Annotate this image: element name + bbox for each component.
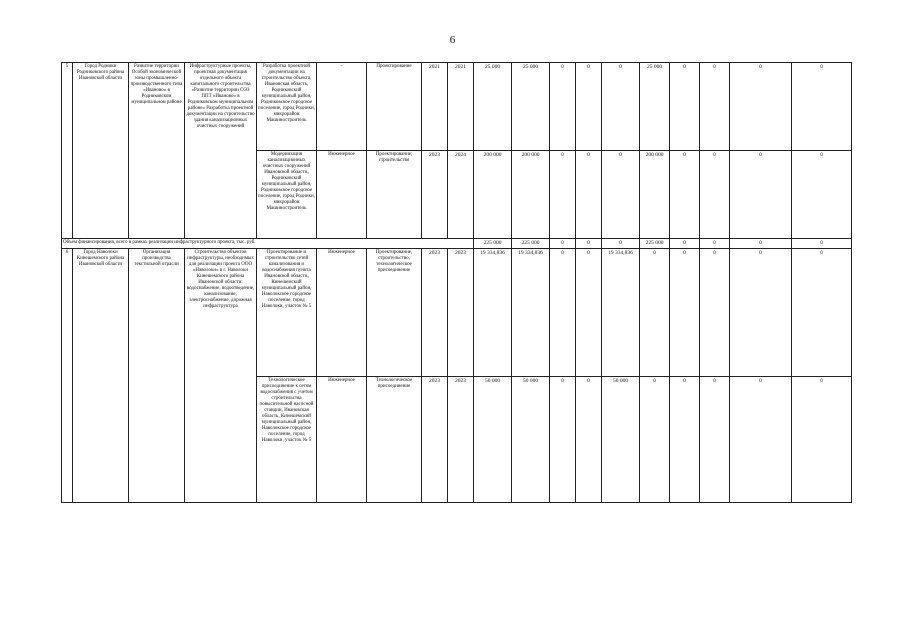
value-cell: 0 (640, 248, 670, 376)
value-cell: 0 (640, 376, 670, 502)
value-cell: 19 334,836 (512, 248, 550, 376)
value-cell: 0 (602, 63, 640, 151)
value-cell: 0 (576, 151, 602, 239)
value-cell: 0 (550, 63, 576, 151)
type-cell: Инженерное (317, 151, 367, 239)
direction-cell: Организация производства текстильной отрасли (129, 248, 185, 502)
value-cell: 0 (730, 248, 792, 376)
territory-cell: Город Наволоки Кинешемского района Ивановской области (73, 248, 129, 502)
table-row (62, 248, 852, 376)
value-cell: 0 (792, 151, 852, 239)
total-cell: 19 334,836 (474, 248, 512, 376)
value-cell: 0 (576, 63, 602, 151)
value-cell: 19 334,836 (602, 248, 640, 376)
value-cell: 0 (550, 151, 576, 239)
value-cell: 0 (670, 248, 700, 376)
value-cell: 0 (550, 376, 576, 502)
infrastructure-projects-table (61, 62, 852, 503)
value-cell: 25 000 (640, 63, 670, 151)
type-cell: Инженерное (317, 376, 367, 502)
value-cell: 200 000 (512, 151, 550, 239)
value-cell: 0 (730, 376, 792, 502)
row-number: 5 (62, 63, 73, 239)
value-cell: 200 000 (640, 151, 670, 239)
summary-value: 0 (792, 239, 852, 249)
object-cell: Разработка проектной документации на строительство объекта, Ивановская область, Родниковский муниципальный район, Родниковское городское поселение, город Родники, микрорайон Машиностроитель (257, 63, 317, 151)
summary-value: 0 (670, 239, 700, 249)
value-cell: 50 000 (512, 376, 550, 502)
value-cell: 0 (700, 376, 730, 502)
value-cell: 0 (670, 63, 700, 151)
end-year-cell: 2021 (448, 63, 474, 151)
row-number: 6 (62, 248, 73, 502)
value-cell: 0 (576, 376, 602, 502)
summary-row (62, 239, 852, 249)
start-year-cell: 2023 (422, 248, 448, 376)
value-cell: 25 000 (512, 63, 550, 151)
territory-cell: Город Родники Родниковского района Ивановской области (73, 63, 129, 239)
value-cell: 0 (700, 151, 730, 239)
object-cell: Модернизация канализационных очистных сооружений Ивановской области, Родниковский муниципальный район, Родниковское городское поселение, город Родники, микрорайон Машиностроитель (257, 151, 317, 239)
summary-value: 0 (602, 239, 640, 249)
value-cell: 0 (670, 376, 700, 502)
value-cell: 0 (602, 151, 640, 239)
value-cell: 0 (700, 63, 730, 151)
summary-value: 0 (730, 239, 792, 249)
total-cell: 50 000 (474, 376, 512, 502)
project-cell: Строительство объектов инфраструктуры, необходимых для реализации проекта ООО «Наволоки» в г. Наволоки Кинешемского района Ивановской области: водоснабжение, водоотведение, канализование, электроснабжение, дорожная инфраструктура (185, 248, 257, 502)
start-year-cell: 2023 (422, 151, 448, 239)
work-cell: Проектирование (367, 63, 422, 151)
project-cell: Инфраструктурные проекты, проектная документация отдельного объекта капитального строительства «Развитие территории ОЭЗ ППТ «Иваново» в Родниковском муниципальном районе» Разработка проектной документации на строительство здания канализационных очистных сооружений (185, 63, 257, 239)
value-cell: 0 (792, 248, 852, 376)
summary-value: 225 000 (512, 239, 550, 249)
summary-total: 225 000 (474, 239, 512, 249)
value-cell: 0 (700, 248, 730, 376)
work-cell: Проектирование, строительство (367, 151, 422, 239)
total-cell: 200 000 (474, 151, 512, 239)
value-cell: 0 (730, 151, 792, 239)
total-cell: 25 000 (474, 63, 512, 151)
summary-value: 0 (576, 239, 602, 249)
summary-label: Объем финансирования, всего в рамках реализации инфраструктурного проекта, тыс. руб. (62, 239, 474, 249)
page-number: 6 (449, 34, 456, 46)
object-cell: Проектирование и строительство сетей канализования и водоснабжения пункта Ивановской области, Кинешемский муниципальный район, Наволокское городское поселение, город Наволоки, участок № 5 (257, 248, 317, 376)
end-year-cell: 2023 (448, 376, 474, 502)
value-cell: 50 000 (602, 376, 640, 502)
value-cell: 0 (670, 151, 700, 239)
work-cell: Технологическое присоединение (367, 376, 422, 502)
type-cell: Инженерное (317, 248, 367, 376)
summary-value: 0 (550, 239, 576, 249)
value-cell: 0 (730, 63, 792, 151)
start-year-cell: 2023 (422, 376, 448, 502)
summary-value: 225 000 (640, 239, 670, 249)
type-cell: - (317, 63, 367, 151)
work-cell: Проектирование, строительство, технологическое присоединение (367, 248, 422, 376)
end-year-cell: 2023 (448, 248, 474, 376)
summary-value: 0 (700, 239, 730, 249)
value-cell: 0 (550, 248, 576, 376)
direction-cell: Развитие территории Особой экономической зоны промышленно-производственного типа «Иваново» в Родниковском муниципальном районе (129, 63, 185, 239)
value-cell: 0 (792, 376, 852, 502)
end-year-cell: 2024 (448, 151, 474, 239)
value-cell: 0 (792, 63, 852, 151)
table-row (62, 63, 852, 151)
value-cell: 0 (576, 248, 602, 376)
object-cell: Технологическое присоединение к сетям водоснабжения с учетом строительства повысительной насосной станции, Ивановская область, Кинешемский муниципальный район, Наволокское городское поселение, город Наволоки, участок № 5 (257, 376, 317, 502)
start-year-cell: 2021 (422, 63, 448, 151)
